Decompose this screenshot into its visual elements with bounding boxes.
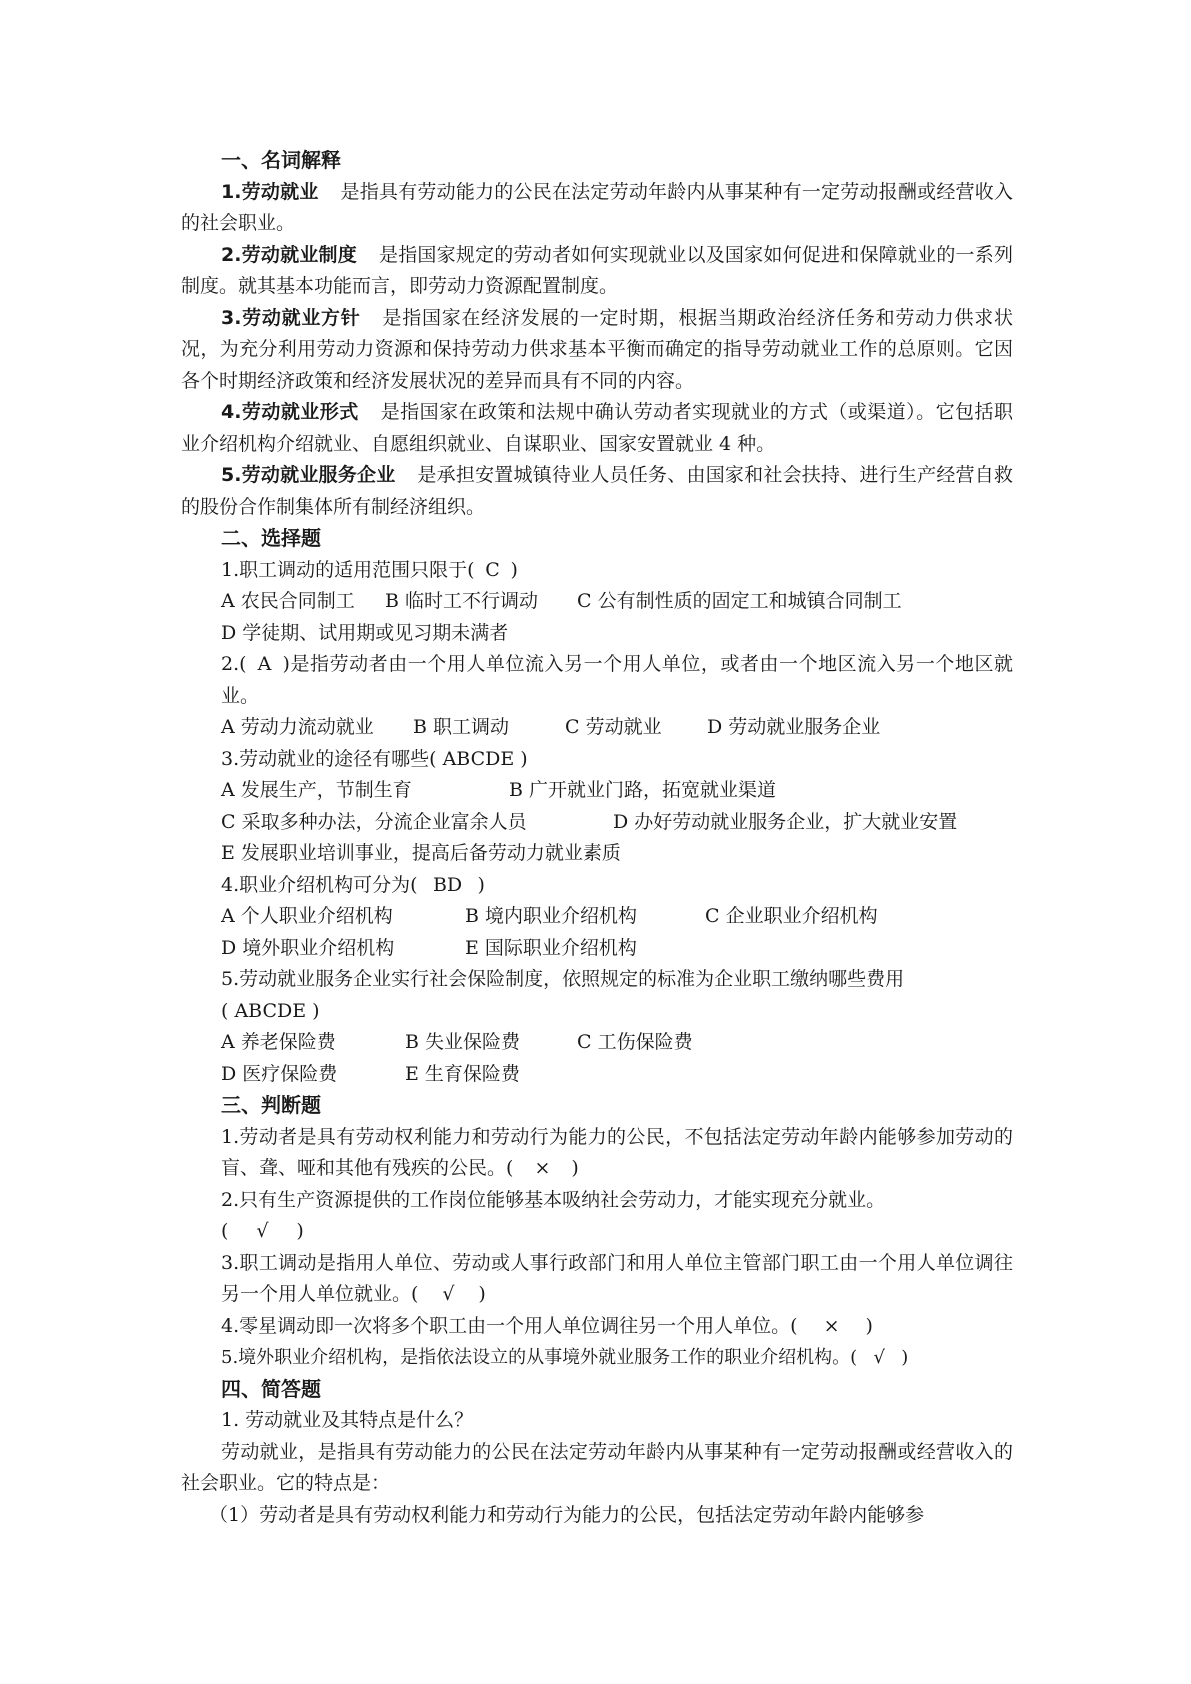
answer: C bbox=[485, 558, 500, 581]
question-stem: 5.劳动就业服务企业实行社会保险制度，依照规定的标准为企业职工缴纳哪些费用 bbox=[221, 968, 905, 990]
bracket: ) bbox=[510, 558, 518, 581]
term-definition bbox=[181, 240, 1013, 303]
option-d: D 办好劳动就业服务企业，扩大就业安置 bbox=[613, 810, 958, 833]
question-text: 2.只有生产资源提供的工作岗位能够基本吸纳社会劳动力，才能实现充分就业。 bbox=[221, 1188, 886, 1211]
option-row bbox=[181, 618, 1013, 650]
question-stem bbox=[181, 870, 1013, 902]
bracket: ) bbox=[901, 1347, 909, 1368]
term-definition bbox=[181, 303, 1013, 398]
term-definition bbox=[181, 397, 1013, 460]
answer: √ bbox=[256, 1220, 269, 1242]
option-e: E 发展职业培训事业，提高后备劳动力就业素质 bbox=[221, 842, 621, 864]
term-text: 是指国家在政策和法规中确认劳动者实现就业的方式（或渠道）。它包括职业介绍机构介绍就业、自愿组织就业、自谋职业、国家安置就业 4 种。 bbox=[181, 401, 1013, 455]
option-row bbox=[181, 775, 1013, 807]
option-a: A 养老保险费 bbox=[221, 1031, 336, 1053]
term-label: 5.劳动就业服务企业 bbox=[221, 464, 396, 486]
term-text: 是指具有劳动能力的公民在法定劳动年龄内从事某种有一定劳动报酬或经营收入的社会职业。 bbox=[181, 180, 1013, 234]
judgement-item bbox=[181, 1122, 1013, 1185]
bracket: ( bbox=[221, 1220, 229, 1242]
judgement-item bbox=[181, 1311, 1013, 1343]
answer-paragraph: 劳动就业，是指具有劳动能力的公民在法定劳动年龄内从事某种有一定劳动报酬或经营收入的社会职业。它的特点是： bbox=[181, 1440, 1013, 1494]
question-stem bbox=[181, 555, 1013, 587]
option-c: C 采取多种办法，分流企业富余人员 bbox=[221, 810, 527, 833]
option-e: E 生育保险费 bbox=[405, 1062, 520, 1085]
term-definition bbox=[181, 177, 1013, 240]
answer: √ bbox=[873, 1347, 885, 1368]
answer: × bbox=[823, 1314, 840, 1337]
answer-paragraph: （1）劳动者是具有劳动权利能力和劳动行为能力的公民，包括法定劳动年龄内能够参 bbox=[209, 1503, 925, 1526]
option-row bbox=[181, 933, 1013, 965]
question-text: )是指劳动者由一个用人单位流入另一个用人单位，或者由一个地区流入另一个地区就业。 bbox=[221, 653, 1013, 707]
section-heading-short-answer: 四、简答题 bbox=[221, 1376, 321, 1401]
question-text: 5.境外职业介绍机构，是指依法设立的从事境外就业服务工作的职业介绍机构。( bbox=[221, 1347, 858, 1368]
option-row bbox=[181, 838, 1013, 870]
answer: BD bbox=[432, 873, 463, 896]
answer: ( ABCDE ) bbox=[221, 999, 320, 1022]
question-stem bbox=[181, 649, 1013, 712]
question-text: 4.职业介绍机构可分为( bbox=[221, 873, 418, 896]
term-text: 是承担安置城镇待业人员任务、由国家和社会扶持、进行生产经营自救的股份合作制集体所有制经济组织。 bbox=[181, 464, 1013, 518]
question-text: 1.职工调动的适用范围只限于( bbox=[221, 558, 475, 581]
answer: × bbox=[534, 1157, 551, 1179]
option-a: A 劳动力流动就业 bbox=[221, 716, 374, 738]
term-label: 1.劳动就业 bbox=[221, 180, 319, 203]
option-c: C 劳动就业 bbox=[565, 716, 662, 738]
term-label: 3.劳动就业方针 bbox=[221, 306, 361, 329]
option-c: C 企业职业介绍机构 bbox=[705, 905, 878, 927]
judgement-item bbox=[181, 1248, 1013, 1311]
bracket: 2.( bbox=[221, 653, 247, 675]
option-d: D 学徒期、试用期或见习期未满者 bbox=[221, 621, 509, 644]
option-a: A 农民合同制工 bbox=[221, 590, 355, 612]
judgement-item bbox=[181, 1185, 1013, 1248]
option-a: A 发展生产，节制生育 bbox=[221, 779, 412, 801]
question-stem: 3.劳动就业的途径有哪些( ABCDE ) bbox=[221, 747, 528, 770]
term-definition bbox=[181, 460, 1013, 523]
term-text: 是指国家在经济发展的一定时期，根据当期政治经济任务和劳动力供求状况，为充分利用劳动力资源和保持劳动力供求基本平衡而确定的指导劳动就业工作的总原则。它因各个时期经济政策和经济发展状况的差异而具有不同的内容。 bbox=[181, 306, 1013, 392]
option-row bbox=[181, 901, 1013, 933]
question-text: 3.职工调动是指用人单位、劳动或人事行政部门和用人单位主管部门职工由一个用人单位调往另一个用人单位就业。( bbox=[221, 1251, 1013, 1305]
option-b: B 境内职业介绍机构 bbox=[465, 905, 638, 927]
option-b: B 失业保险费 bbox=[405, 1031, 521, 1053]
option-b: B 广开就业门路，拓宽就业渠道 bbox=[509, 779, 777, 801]
term-text: 是指国家规定的劳动者如何实现就业以及国家如何促进和保障就业的一系列制度。就其基本功能而言，即劳动力资源配置制度。 bbox=[181, 243, 1013, 297]
option-c: C 工伤保险费 bbox=[577, 1031, 693, 1053]
bracket: ) bbox=[571, 1157, 579, 1179]
section-heading-terms: 一、名词解释 bbox=[221, 148, 341, 172]
option-row bbox=[181, 1059, 1013, 1091]
bracket: ) bbox=[478, 1283, 486, 1305]
option-c: C 公有制性质的固定工和城镇合同制工 bbox=[577, 590, 902, 612]
answer: √ bbox=[442, 1283, 455, 1305]
option-row bbox=[181, 586, 1013, 618]
option-a: A 个人职业介绍机构 bbox=[221, 905, 393, 927]
section-heading-choice: 二、选择题 bbox=[221, 526, 321, 550]
bracket: ) bbox=[296, 1220, 304, 1242]
question-stem: 1. 劳动就业及其特点是什么？ bbox=[221, 1409, 474, 1431]
judgement-item bbox=[181, 1342, 1013, 1374]
bracket: ) bbox=[865, 1314, 873, 1337]
option-d: D 境外职业介绍机构 bbox=[221, 936, 395, 959]
option-b: B 临时工不行调动 bbox=[385, 590, 539, 612]
bracket: ) bbox=[477, 873, 485, 896]
question-text: 1.劳动者是具有劳动权利能力和劳动行为能力的公民，不包括法定劳动年龄内能够参加劳动的盲、聋、哑和其他有残疾的公民。( bbox=[221, 1125, 1013, 1179]
option-b: B 职工调动 bbox=[413, 716, 510, 738]
answer: A bbox=[257, 653, 272, 675]
term-label: 2.劳动就业制度 bbox=[221, 243, 357, 266]
option-d: D 医疗保险费 bbox=[221, 1062, 338, 1085]
option-row bbox=[181, 807, 1013, 839]
document-body bbox=[181, 145, 1013, 1531]
option-row bbox=[181, 712, 1013, 744]
question-text: 4.零星调动即一次将多个职工由一个用人单位调往另一个用人单位。( bbox=[221, 1314, 798, 1337]
option-e: E 国际职业介绍机构 bbox=[465, 936, 637, 959]
option-row bbox=[181, 1027, 1013, 1059]
term-label: 4.劳动就业形式 bbox=[221, 401, 359, 423]
option-d: D 劳动就业服务企业 bbox=[707, 716, 881, 738]
section-heading-judgement: 三、判断题 bbox=[221, 1093, 321, 1117]
